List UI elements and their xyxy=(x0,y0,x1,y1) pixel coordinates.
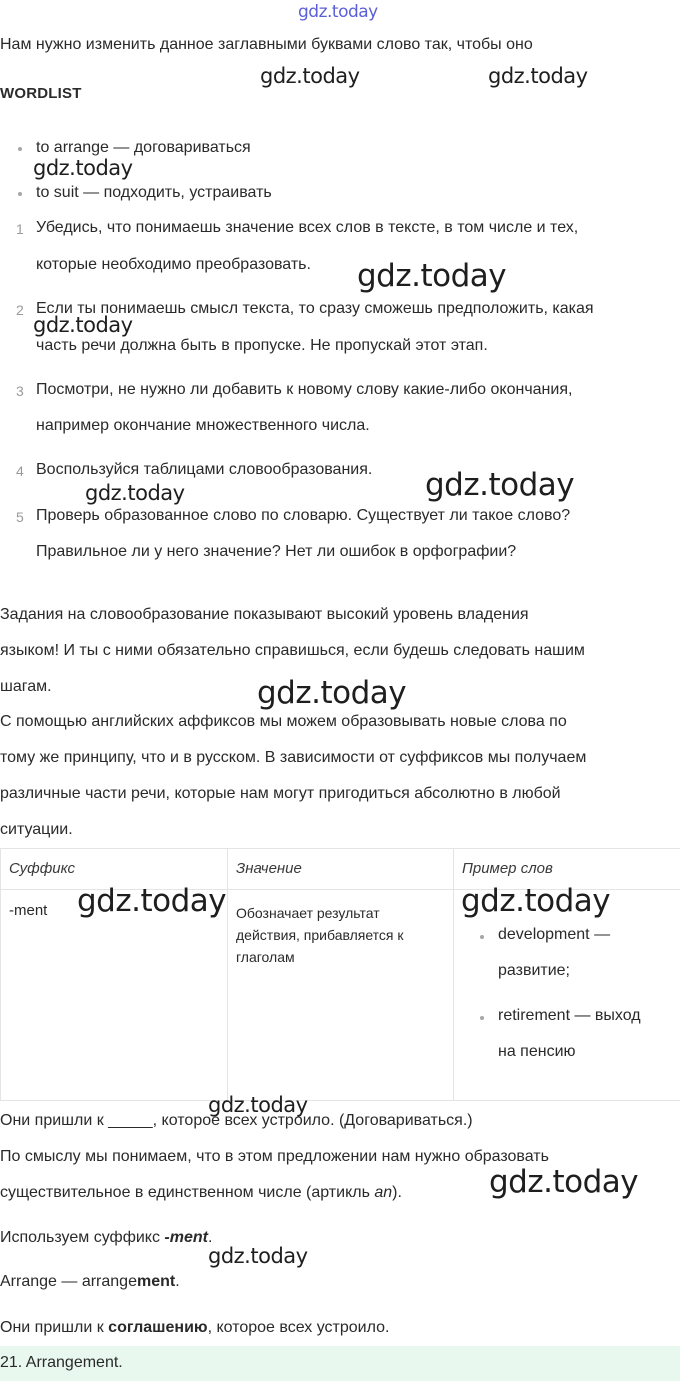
task-sentence: Они пришли к _____, которое всех устроило. (Договариваться.) xyxy=(0,1112,473,1129)
wordlist-item: to suit — подходить, устраивать xyxy=(36,184,272,201)
watermark: gdz.today xyxy=(488,64,588,88)
watermark: gdz.today xyxy=(208,1093,308,1117)
bullet-icon xyxy=(480,1016,484,1020)
watermark: gdz.today xyxy=(357,258,507,294)
table-cell: -ment xyxy=(1,890,228,1101)
step-number: 1 xyxy=(16,221,24,237)
suffix-note: Используем суффикс -ment. xyxy=(0,1229,213,1246)
wordlist-item: to arrange — договариваться xyxy=(36,139,251,156)
step-line: например окончание множественного числа. xyxy=(36,417,370,434)
step-number: 5 xyxy=(16,509,24,525)
table-cell: Обозначает результат действия, прибавляется к глаголам xyxy=(228,890,454,1101)
step-line: Проверь образованное слово по словарю. Существует ли такое слово? xyxy=(36,507,571,524)
paragraph-line: Задания на словообразование показывают высокий уровень владения xyxy=(0,606,529,623)
watermark: gdz.today xyxy=(260,64,360,88)
paragraph-line: шагам. xyxy=(0,678,52,695)
example-word: на пенсию xyxy=(498,1043,576,1060)
example-word: retirement — выход xyxy=(498,1007,641,1024)
watermark: gdz.today xyxy=(208,1244,308,1268)
table-header: Значение xyxy=(228,849,454,890)
step-number: 3 xyxy=(16,383,24,399)
example-word: development — xyxy=(498,926,611,943)
step-number: 2 xyxy=(16,302,24,318)
intro-text: Нам нужно изменить данное заглавными буквами слово так, чтобы оно xyxy=(0,36,533,53)
step-line: которые необходимо преобразовать. xyxy=(36,256,311,273)
word-formation: Arrange — arrangement. xyxy=(0,1273,180,1290)
table-cell xyxy=(454,890,680,1101)
example-word: развитие; xyxy=(498,962,570,979)
bullet-icon xyxy=(480,935,484,939)
step-line: Посмотри, не нужно ли добавить к новому слову какие-либо окончания, xyxy=(36,381,573,398)
paragraph-line: языком! И ты с ними обязательно справишься, если будешь следовать нашим xyxy=(0,642,585,659)
table-header: Пример слов xyxy=(454,849,680,890)
answer-text: 21. Arrangement. xyxy=(0,1354,123,1371)
watermark: gdz.today xyxy=(33,313,133,337)
bullet-icon xyxy=(18,147,22,151)
step-line: Воспользуйся таблицами словообразования. xyxy=(36,461,373,478)
explanation-line: По смыслу мы понимаем, что в этом предложении нам нужно образовать xyxy=(0,1148,549,1165)
table-header: Суффикс xyxy=(1,849,228,890)
step-number: 4 xyxy=(16,463,24,479)
watermark: gdz.today xyxy=(85,481,185,505)
final-sentence: Они пришли к соглашению, которое всех устроило. xyxy=(0,1319,390,1336)
watermark: gdz.today xyxy=(298,2,378,22)
paragraph-line: ситуации. xyxy=(0,821,73,838)
answer-box xyxy=(0,1346,680,1381)
step-line: Убедись, что понимаешь значение всех слов в тексте, в том числе и тех, xyxy=(36,219,579,236)
paragraph-line: различные части речи, которые нам могут пригодиться абсолютно в любой xyxy=(0,785,561,802)
step-line: Правильное ли у него значение? Нет ли ошибок в орфографии? xyxy=(36,543,517,560)
explanation-line: существительное в единственном числе (артикль an). xyxy=(0,1184,402,1201)
paragraph-line: тому же принципу, что и в русском. В зависимости от суффиксов мы получаем xyxy=(0,749,587,766)
watermark: gdz.today xyxy=(425,467,575,503)
wordlist-heading: WORDLIST xyxy=(0,85,82,102)
step-line: Если ты понимаешь смысл текста, то сразу сможешь предположить, какая xyxy=(36,300,594,317)
paragraph-line: С помощью английских аффиксов мы можем образовывать новые слова по xyxy=(0,713,567,730)
watermark: gdz.today xyxy=(33,156,133,180)
step-line: часть речи должна быть в пропуске. Не пропускай этот этап. xyxy=(36,337,488,354)
watermark: gdz.today xyxy=(461,883,611,919)
bullet-icon xyxy=(18,192,22,196)
watermark: gdz.today xyxy=(257,675,407,711)
watermark: gdz.today xyxy=(77,883,227,919)
watermark: gdz.today xyxy=(489,1164,639,1200)
